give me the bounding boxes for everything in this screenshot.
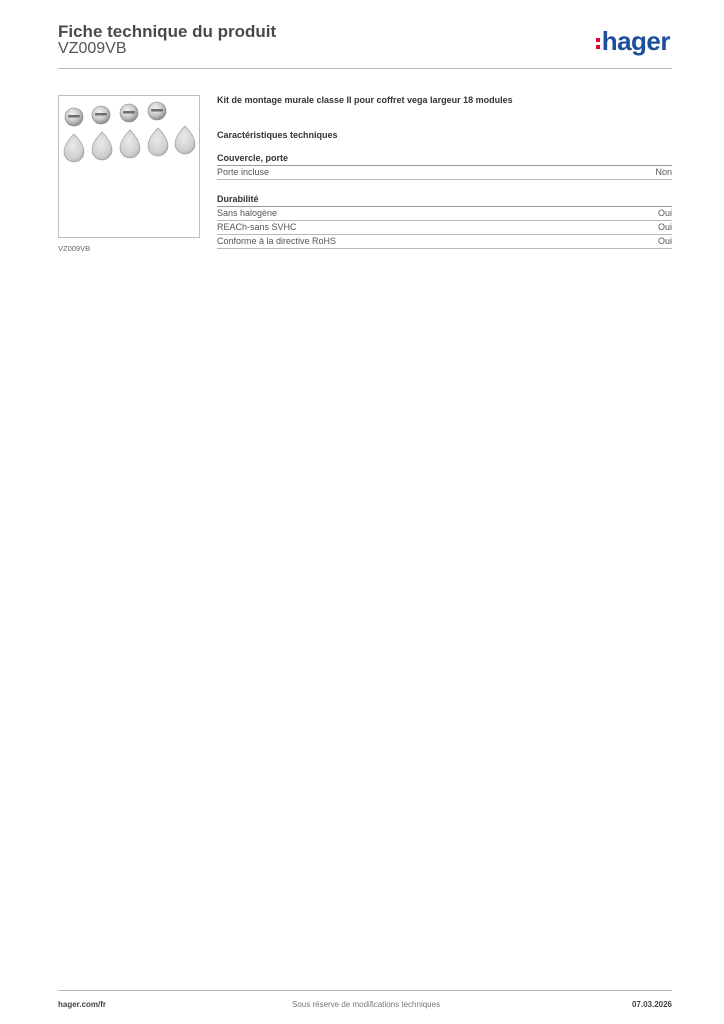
product-description: Kit de montage murale classe II pour coffret vega largeur 18 modules [217,95,513,105]
hager-logo[interactable] [596,26,670,56]
header-divider [58,68,672,69]
wall-mount-kit-icon [59,96,199,237]
spec-value: Oui [657,236,672,246]
footer-disclaimer: Sous réserve de modifications techniques [292,1000,441,1009]
spec-label: REACh-sans SVHC [217,222,297,232]
page-footer [58,990,672,1009]
spec-value: Oui [657,208,672,218]
page-header [58,20,672,68]
spec-row [217,166,672,180]
spec-group-cover [217,153,672,180]
spec-content [217,95,672,249]
spec-value: Oui [657,222,672,232]
logo-colon-icon [596,36,600,50]
product-image [58,95,200,238]
spec-label: Conforme à la directive RoHS [217,236,337,246]
spec-row [217,235,672,249]
group-title: Durabilité [217,194,672,207]
page-title: Fiche technique du produit [58,22,277,41]
spec-row [217,207,672,221]
logo-text: hager [601,25,670,56]
spec-label: Sans halogène [217,208,278,218]
product-reference: VZ009VB [58,40,127,57]
footer-website-link[interactable]: hager.com/fr [58,1000,107,1009]
spec-label: Porte incluse [217,167,270,177]
group-title: Couvercle, porte [217,153,672,166]
spec-value: Non [655,167,672,177]
section-title: Caractéristiques techniques [217,130,338,140]
footer-date: 07.03.2026 [631,1000,672,1009]
image-caption: VZ009VB [58,244,91,253]
spec-row [217,221,672,235]
spec-group-durability [217,194,672,249]
